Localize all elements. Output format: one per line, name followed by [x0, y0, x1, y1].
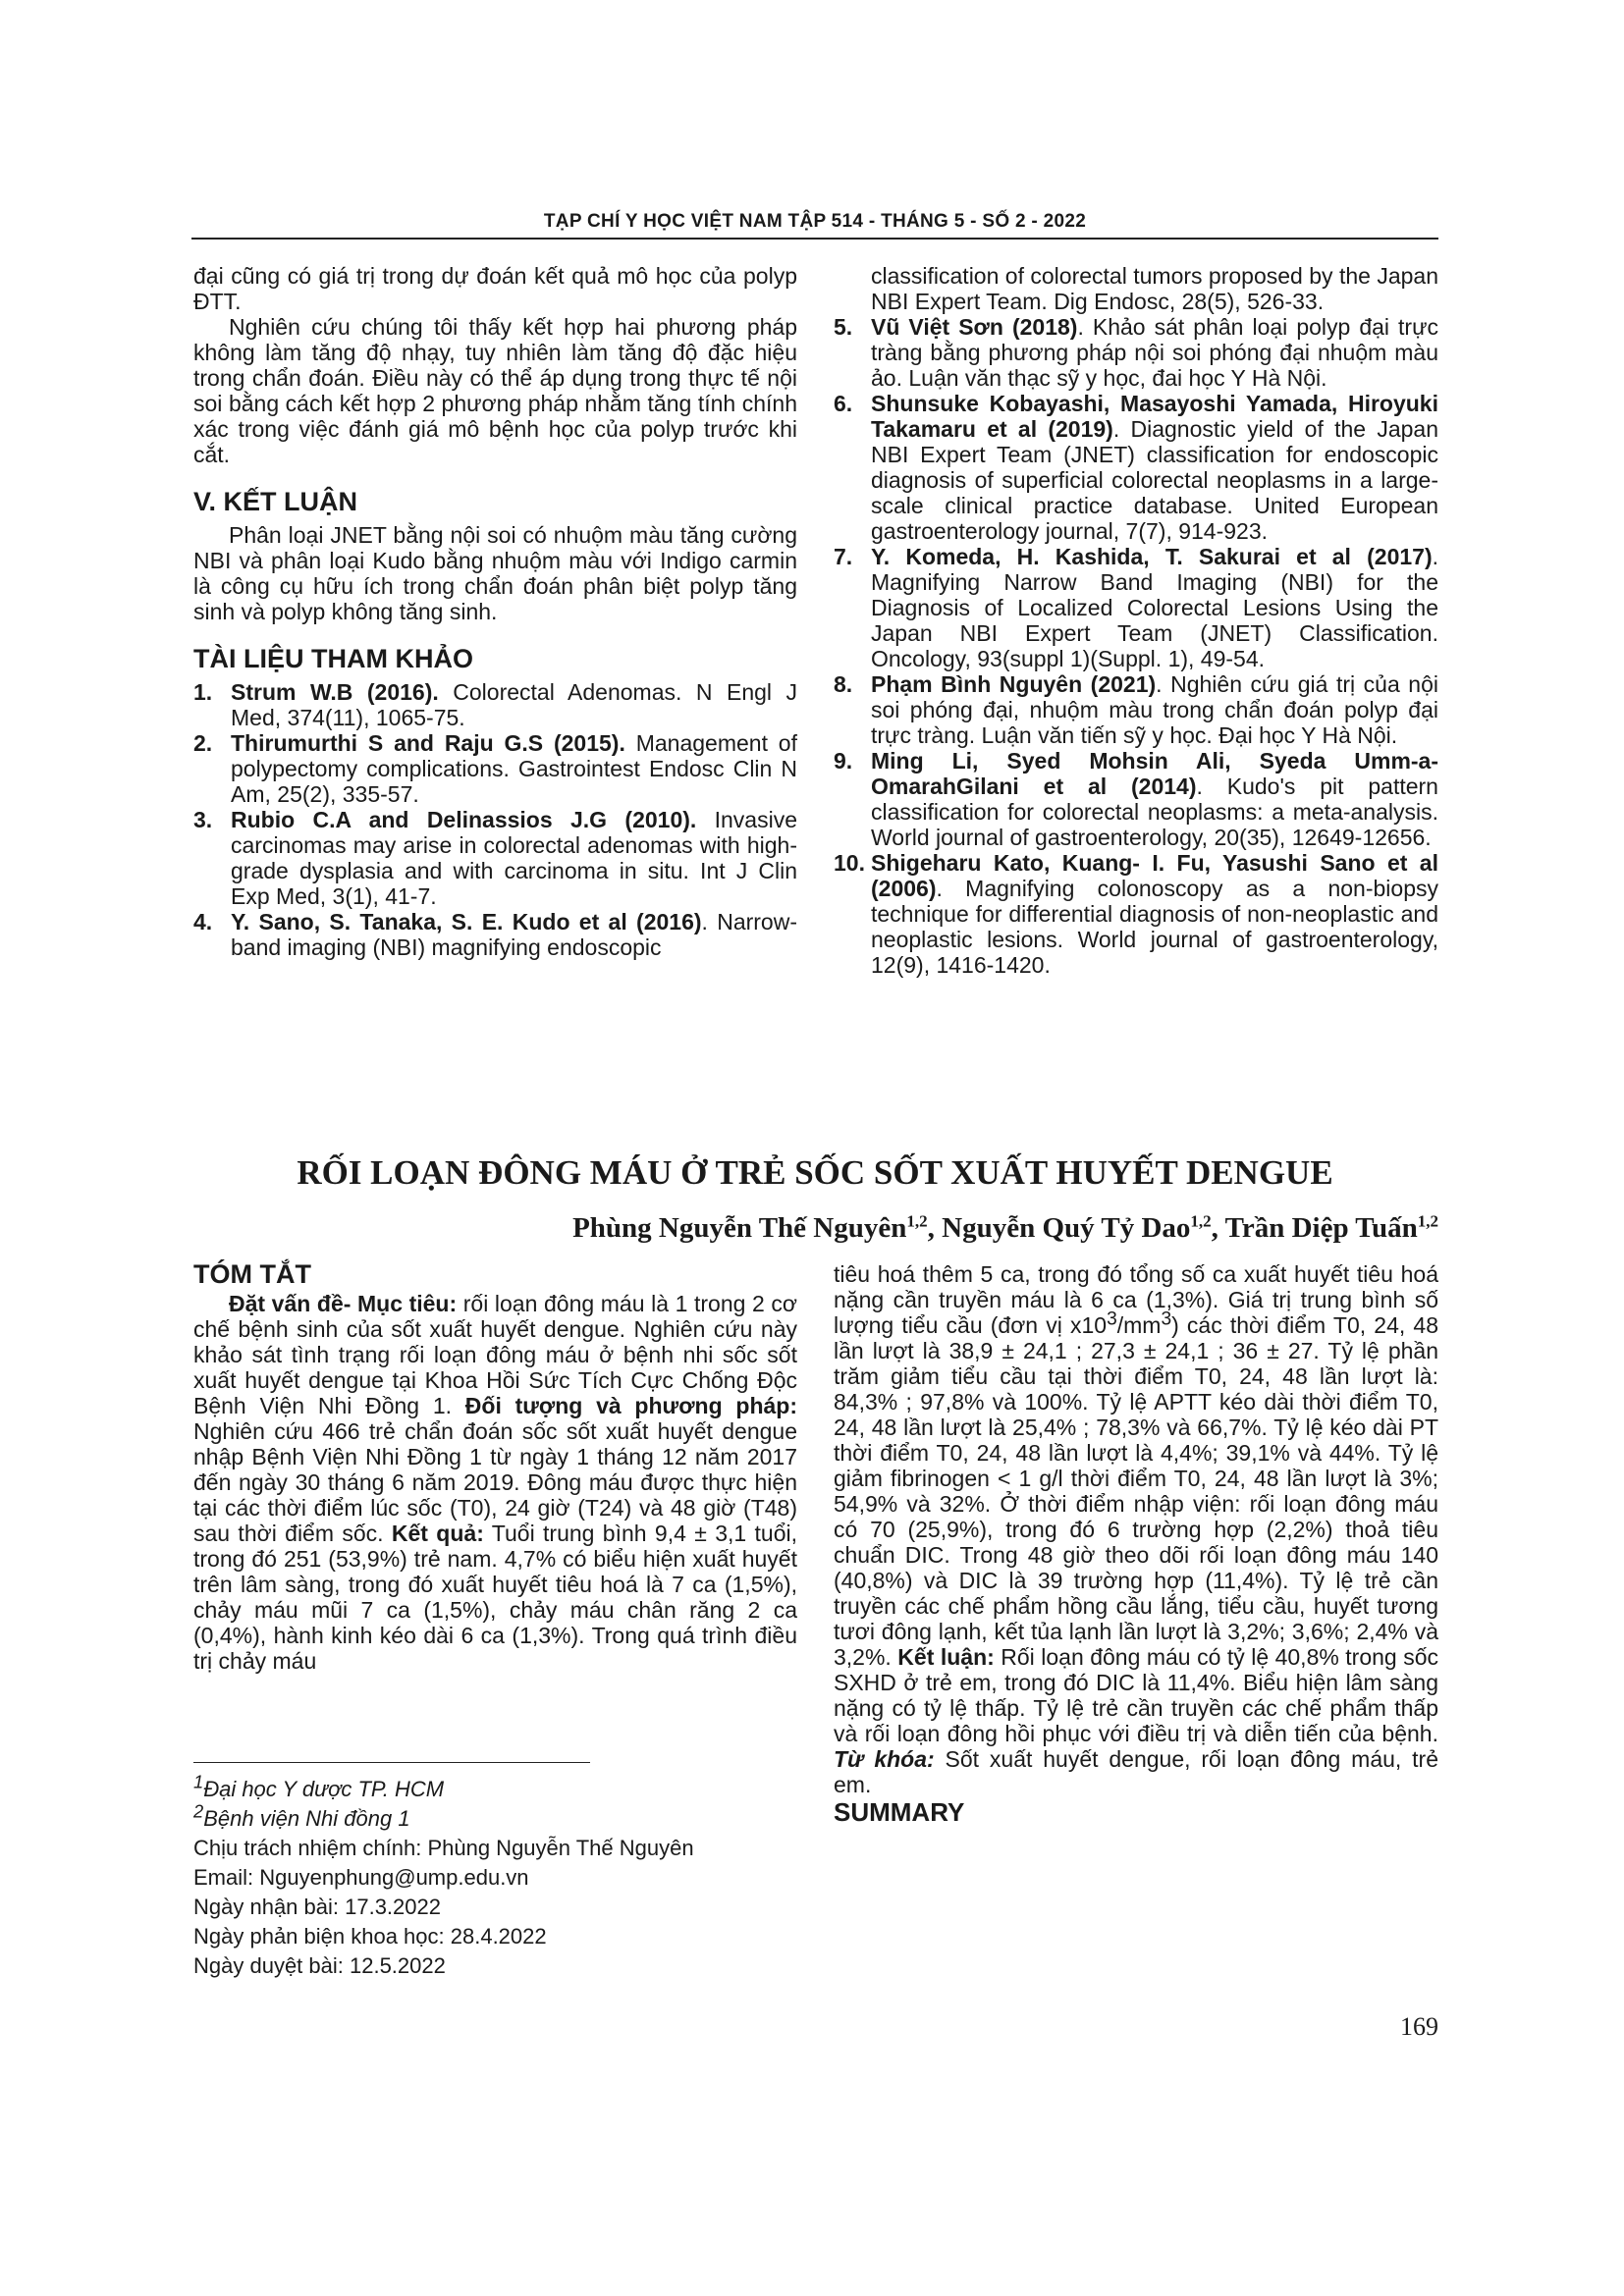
- affiliation-number: 1: [193, 1771, 204, 1792]
- summary-heading: SUMMARY: [834, 1797, 965, 1827]
- unit-exponent: 3: [1161, 1308, 1172, 1330]
- reference-item: [193, 807, 797, 909]
- reference-number: 4.: [193, 909, 213, 934]
- reference-item: [193, 909, 797, 960]
- reference-number: 5.: [834, 314, 853, 340]
- reference-authors: Shunsuke Kobayashi, Masayoshi Yamada, Hiroyuki Takamaru et al (2019): [871, 391, 1438, 442]
- reference-authors: Y. Komeda, H. Kashida, T. Sakurai et al (2017): [871, 544, 1433, 569]
- reference-item: [834, 850, 1438, 978]
- reference-text: . Magnifying Narrow Band Imaging (NBI) for the Diagnosis of Localized Colorectal Lesions Using the Japan NBI Expert Team (JNET) Classification. Oncology, 93(suppl 1)(Suppl. 1), 49-54.: [871, 544, 1438, 671]
- reference-number: 7.: [834, 544, 853, 569]
- reference-authors: Shigeharu Kato, Kuang- I. Fu, Yasushi Sano et al (2006): [871, 850, 1438, 901]
- author-name: Nguyễn Quý Tỷ Dao: [942, 1212, 1191, 1244]
- abstract-heading: TÓM TẮT: [193, 1259, 311, 1289]
- reference-number: 3.: [193, 807, 213, 832]
- reference-text: Colorectal Adenomas. N Engl J Med, 374(11), 1065-75.: [231, 679, 798, 730]
- results-continued: tiêu hoá thêm 5 ca, trong đó tổng số ca xuất huyết tiêu hoá nặng cần truyền máu là 6 ca (1,3%). Giá trị trung bình số lượng tiểu cầu (đơn vị x10: [834, 1261, 1438, 1338]
- reference-text: . Magnifying colonoscopy as a non-biopsy technique for differential diagnosis of non-neoplastic and neoplastic lesions. World journal of gastroenterology, 12(9), 1416-1420.: [871, 876, 1438, 978]
- abstract-text-right: [834, 1261, 1438, 1797]
- method-label: Đối tượng và phương pháp:: [464, 1393, 797, 1418]
- upper-left-column: [193, 263, 797, 960]
- reference-text: Invasive carcinomas may arise in colorectal adenomas with high-grade dysplasia and with carcinoma in situ. Int J Clin Exp Med, 3(1), 41-7.: [231, 807, 797, 909]
- author-line: [191, 1212, 1438, 1245]
- author-name: Phùng Nguyễn Thế Nguyên: [572, 1212, 907, 1244]
- affiliation-2: [193, 1800, 797, 1834]
- author-affiliation: 1,2: [906, 1211, 928, 1231]
- reference-authors: Thirumurthi S and Raju G.S (2015).: [231, 730, 625, 756]
- author-name: Trần Diệp Tuấn: [1224, 1212, 1418, 1244]
- unit-exponent: 3: [1107, 1308, 1117, 1330]
- keywords-label: Từ khóa:: [834, 1746, 935, 1772]
- accepted-date: Ngày duyệt bài: 12.5.2022: [193, 1953, 446, 1978]
- reference-authors: Y. Sano, S. Tanaka, S. E. Kudo et al (2016): [231, 909, 702, 934]
- discussion-paragraph-1: đại cũng có giá trị trong dự đoán kết quả mô học của polyp ĐTT.: [193, 263, 797, 314]
- reference-text: . Diagnostic yield of the Japan NBI Expert Team (JNET) classification for endoscopic diagnosis of superficial colorectal neoplasms in a large-scale clinical practice database. United European gastroenterology journal, 7(7), 914-923.: [871, 416, 1439, 544]
- abstract-text-left: [193, 1291, 797, 1674]
- footnotes: [193, 1771, 797, 1981]
- result-label: Kết quả:: [391, 1521, 484, 1546]
- reference-number: 9.: [834, 748, 853, 774]
- header-rule: [191, 238, 1438, 240]
- reference-item: [834, 748, 1438, 850]
- reference-text: classification of colorectal tumors proposed by the Japan NBI Expert Team. Dig Endosc, 28(5), 526-33.: [871, 263, 1438, 314]
- background-label: Đặt vấn đề- Mục tiêu:: [229, 1291, 458, 1316]
- reference-number: 10.: [834, 850, 865, 876]
- affiliation-text: Đại học Y dược TP. HCM: [203, 1777, 445, 1801]
- reference-number: 8.: [834, 671, 853, 697]
- discussion-paragraph-2: Nghiên cứu chúng tôi thấy kết hợp hai phương pháp không làm tăng độ nhạy, tuy nhiên làm tăng độ đặc hiệu trong chẩn đoán. Điều này có thể áp dụng trong thực tế nội soi bằng cách kết hợp 2 phương pháp nhằm tăng tính chính xác trong việc đánh giá mô bệnh học của polyp trước khi cắt.: [193, 314, 797, 467]
- responsible-author: Chịu trách nhiệm chính: Phùng Nguyễn Thế Nguyên: [193, 1836, 694, 1860]
- author-separator: ,: [927, 1212, 943, 1244]
- affiliation-number: 2: [193, 1800, 204, 1822]
- reference-authors: Ming Li, Syed Mohsin Ali, Syeda Umm-a-OmarahGilani et al (2014): [871, 748, 1438, 799]
- affiliation-1: [193, 1771, 797, 1804]
- author-separator: ,: [1211, 1212, 1225, 1244]
- received-date: Ngày nhận bài: 17.3.2022: [193, 1895, 441, 1919]
- abstract-conclusion-text: Rối loạn đông máu có tỷ lệ 40,8% trong sốc SXHD ở trẻ em, trong đó DIC là 11,4%. Biểu hiện lâm sàng nặng có tỷ lệ thấp. Tỷ lệ trẻ cần truyền các chế phẩm thấp và rối loạn đông hồi phục với điều trị và diễn tiến của bệnh.: [834, 1644, 1438, 1746]
- reference-authors: Rubio C.A and Delinassios J.G (2010).: [231, 807, 697, 832]
- reference-number: 6.: [834, 391, 853, 416]
- reference-text: . Khảo sát phân loại polyp đại trực tràng bằng phương pháp nội soi phóng đại nhuộm màu ảo. Luận văn thạc sỹ y học, đai học Y Hà Nội.: [871, 314, 1438, 391]
- author-affiliation: 1,2: [1417, 1211, 1438, 1231]
- conclusion-label: Kết luận:: [897, 1644, 995, 1670]
- reference-authors: Vũ Việt Sơn (2018): [871, 314, 1078, 340]
- contact-email: Email: Nguyenphung@ump.edu.vn: [193, 1865, 529, 1890]
- reference-item: [193, 730, 797, 807]
- author-affiliation: 1,2: [1190, 1211, 1212, 1231]
- unit-text: /mm: [1116, 1312, 1162, 1338]
- reference-number: [834, 263, 871, 314]
- keywords-text: Sốt xuất huyết dengue, rối loạn đông máu, trẻ em.: [834, 1746, 1438, 1797]
- abstract-left-column: [193, 1261, 797, 1674]
- reference-authors: Phạm Bình Nguyên (2021): [871, 671, 1157, 697]
- reference-text: Management of polypectomy complications. Gastrointest Endosc Clin N Am, 25(2), 335-57.: [231, 730, 797, 807]
- conclusion-heading: V. KẾT LUẬN: [193, 487, 358, 516]
- reference-item: [193, 679, 797, 730]
- results-text: ) các thời điểm T0, 24, 48 lần lượt là 38,9 ± 24,1 ; 27,3 ± 24,1 ; 36 ± 27. Tỷ lệ phần trăm giảm tiểu cầu tại thời điểm T0, 24, 48 lần lượt là: 84,3% ; 97,8% và 100%. Tỷ lệ APTT kéo dài thời điểm T0, 24, 48 lần lượt là 25,4% ; 78,3% và 66,7%. Tỷ lệ kéo dài PT thời điểm T0, 24, 48 lần lượt là 4,4%; 39,1% và 44%. Tỷ lệ giảm fibrinogen < 1 g/l thời điểm T0, 24, 48 lần lượt là 3%; 54,9% và 32%. Ở thời điểm nhập viện: rối loạn đông máu có 70 (25,9%), trong đó 6 trường hợp (2,2%) thoả tiêu chuẩn DIC. Trong 48 giờ theo dõi rối loạn đông máu 140 (40,8%) và DIC là 39 trường hợp (11,4%). Tỷ lệ trẻ cần truyền các chế phẩm hồng cầu lắng, tiểu cầu, huyết tương tươi đông lạnh, kết tủa lạnh lần lượt là 3,2%; 3,6%; 2,4% và 3,2%.: [834, 1312, 1439, 1670]
- reference-list-left: [193, 679, 797, 960]
- references-heading: TÀI LIỆU THAM KHẢO: [193, 644, 473, 673]
- result-text: Tuổi trung bình 9,4 ± 3,1 tuổi, trong đó 251 (53,9%) trẻ nam. 4,7% có biểu hiện xuất huyết trên lâm sàng, trong đó xuất huyết tiêu hoá là 7 ca (1,5%), chảy máu mũi 7 ca (1,5%), chảy máu chân răng 2 ca (0,4%), hành kinh kéo dài 6 ca (1,3%). Trong quá trình điều trị chảy máu: [193, 1521, 798, 1674]
- background-text: rối loạn đông máu là 1 trong 2 cơ chế bệnh sinh của sốt xuất huyết dengue. Nghiên cứu này khảo sát tình trạng rối loạn đông máu ở bệnh nhi sốc sốt xuất huyết dengue tại Khoa Hồi Sức Tích Cực Chống Độc Bệnh Viện Nhi Đồng 1.: [193, 1291, 797, 1418]
- reference-text: . Nghiên cứu giá trị của nội soi phóng đại, nhuộm màu trong chẩn đoán polyp đại trực tràng. Luận văn tiến sỹ y học. Đại học Y Hà Nội.: [871, 671, 1438, 748]
- page-number: 169: [1400, 2012, 1438, 2041]
- reference-item: [834, 671, 1438, 748]
- reference-number: 2.: [193, 730, 213, 756]
- reference-item: [834, 314, 1438, 391]
- reference-authors: Strum W.B (2016).: [231, 679, 439, 705]
- affiliation-text: Bệnh viện Nhi đồng 1: [203, 1806, 410, 1831]
- abstract-right-column: [834, 1261, 1438, 1825]
- footnote-rule: [193, 1762, 590, 1763]
- reference-continuation: [834, 263, 1438, 314]
- journal-header: TẠP CHÍ Y HỌC VIỆT NAM TẬP 514 - THÁNG 5 - SỐ 2 - 2022: [543, 211, 1087, 232]
- reference-number: 1.: [193, 679, 213, 705]
- method-text: Nghiên cứu 466 trẻ chẩn đoán sốc sốt xuất huyết dengue nhập Bệnh Viện Nhi Đồng 1 từ ngày 1 tháng 12 năm 2017 đến ngày 30 tháng 6 năm 2019. Đông máu được thực hiện tại các thời điểm lúc sốc (T0), 24 giờ (T24) và 48 giờ (T48) sau thời điểm sốc.: [193, 1418, 797, 1546]
- reference-text: . Narrow-band imaging (NBI) magnifying endoscopic: [231, 909, 797, 960]
- upper-right-column: [834, 263, 1438, 978]
- reference-text: . Kudo's pit pattern classification for colorectal neoplasms: a meta-analysis. World journal of gastroenterology, 20(35), 12649-12656.: [871, 774, 1438, 850]
- review-date: Ngày phản biện khoa học: 28.4.2022: [193, 1924, 547, 1949]
- article-title: RỐI LOẠN ĐÔNG MÁU Ở TRẺ SỐC SỐT XUẤT HUYẾT DENGUE: [297, 1153, 1333, 1192]
- reference-item: [834, 544, 1438, 671]
- reference-item: [834, 391, 1438, 544]
- conclusion-text: Phân loại JNET bằng nội soi có nhuộm màu tăng cường NBI và phân loại Kudo bằng nhuộm màu với Indigo carmin là công cụ hữu ích trong chẩn đoán phân biệt polyp tăng sinh và polyp không tăng sinh.: [193, 522, 797, 624]
